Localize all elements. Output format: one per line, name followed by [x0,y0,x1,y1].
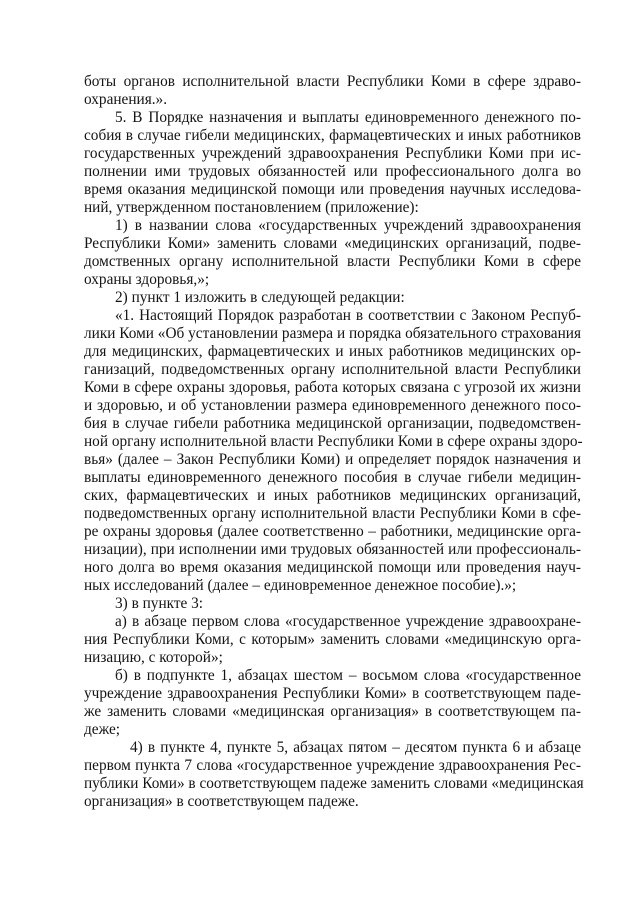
text-line: низации), при исполнении ими трудовых обязанностей или профессиональ- [84,541,581,558]
text-line: выплаты единовременного денежного пособия в случае гибели медицин- [84,469,581,486]
text-line: публики Коми» в соответствующем падеже заменить словами «медицинская [84,775,584,792]
text-line: Республики Коми» заменить словами «медицинских организаций, подве- [84,235,581,252]
text-line: ганизаций, подведомственных органу исполнительной власти Республики [84,361,581,378]
text-line: Коми в сфере охраны здоровья, работа которых связана с угрозой их жизни [84,379,581,396]
text-line: время оказания медицинской помощи или проведения научных исследова- [84,181,581,198]
text-line: охранения.». [84,91,168,108]
text-line: 2) пункт 1 изложить в следующей редакции: [115,289,405,306]
text-line: ния Республики Коми, с которым» заменить словами «медицинскую орга- [84,631,581,648]
text-line: же заменить словами «медицинская организация» в соответствующем па- [84,703,581,720]
text-line: собия в случае гибели медицинских, фармацевтических и иных работников [84,127,581,144]
text-line: первом пункта 7 слова «государственное учреждение здравоохранения Рес- [84,757,581,774]
text-line: домственных органу исполнительной власти Республики Коми в сфере [84,253,581,270]
text-line: подведомственных органу исполнительной власти Республики Коми в сфе- [84,505,581,522]
text-line: низацию, с которой»; [84,649,223,666]
text-line: ных исследований (далее – единовременное денежное пособие).»; [84,577,517,594]
text-line: охраны здоровья,»; [84,271,210,288]
text-line: государственных учреждений здравоохранения Республики Коми при ис- [84,145,581,162]
text-line: «1. Настоящий Порядок разработан в соответствии с Законом Респуб- [115,307,581,324]
text-line: ной органу исполнительной власти Республики Коми в сфере охраны здоро- [84,433,583,450]
text-line: ре охраны здоровья (далее соответственно – работники, медицинские орга- [84,523,581,540]
text-line: и здоровью, и об установлении размера единовременного денежного посо- [84,397,581,414]
text-line: а) в абзаце первом слова «государственное учреждение здравоохране- [115,613,581,630]
text-line: 4) в пункте 4, пункте 5, абзацах пятом – десятом пункта 6 и абзаце [130,739,581,756]
text-line: ного долга во время оказания медицинской помощи или проведения науч- [84,559,581,576]
text-line: для медицинских, фармацевтических и иных работников медицинских ор- [84,343,581,360]
text-line: организация» в соответствующем падеже. [84,793,359,810]
text-line: ских, фармацевтических и иных работников медицинских организаций, [84,487,581,504]
text-line: вья» (далее – Закон Республики Коми) и определяет порядок назначения и [84,451,581,468]
text-line: ний, утвержденном постановлением (приложение): [84,199,419,216]
text-line: полнении ими трудовых обязанностей или профессионального долга во [84,163,581,180]
text-line: 1) в названии слова «государственных учреждений здравоохранения [115,217,581,234]
text-line: бия в случае гибели работника медицинской организации, подведомствен- [84,415,581,432]
text-line: лики Коми «Об установлении размера и порядка обязательного страхования [84,325,581,342]
text-line: боты органов исполнительной власти Республики Коми в сфере здраво- [84,73,581,90]
text-line: б) в подпункте 1, абзацах шестом – восьмом слова «государственное [115,667,581,684]
text-line: учреждение здравоохранения Республики Коми» в соответствующем паде- [84,685,581,702]
text-line: деже; [84,721,120,738]
text-line: 3) в пункте 3: [115,595,204,612]
text-line: 5. В Порядке назначения и выплаты единовременного денежного по- [115,109,581,126]
